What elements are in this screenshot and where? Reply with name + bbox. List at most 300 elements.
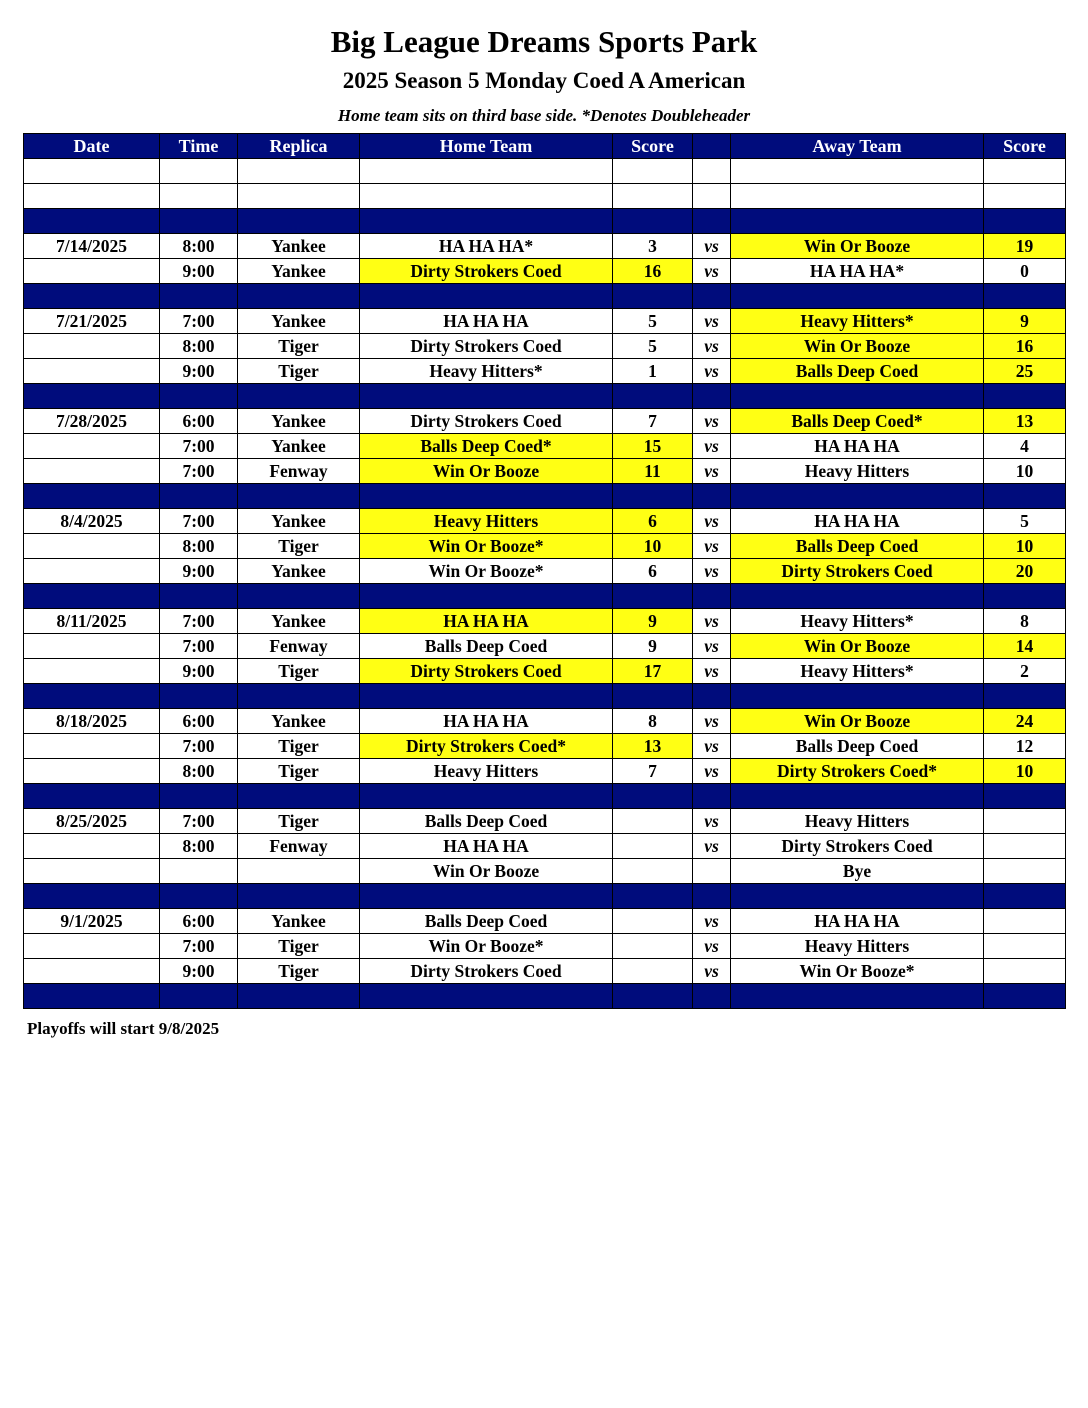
time-cell: 6:00 xyxy=(160,709,238,734)
time-cell xyxy=(160,209,238,234)
away-score-cell: 13 xyxy=(984,409,1066,434)
away-team-cell xyxy=(731,584,984,609)
home-team-cell xyxy=(360,159,613,184)
table-row xyxy=(24,934,1066,959)
home-team-cell: Dirty Strokers Coed xyxy=(360,659,613,684)
home-score-cell: 17 xyxy=(613,659,693,684)
away-team-cell: Dirty Strokers Coed* xyxy=(731,759,984,784)
replica-cell xyxy=(238,984,360,1009)
replica-cell xyxy=(238,384,360,409)
date-cell: 7/14/2025 xyxy=(24,234,160,259)
col-header-replica: Replica xyxy=(238,134,360,159)
time-cell: 9:00 xyxy=(160,259,238,284)
vs-cell: vs xyxy=(693,334,731,359)
replica-cell: Yankee xyxy=(238,709,360,734)
away-team-cell: HA HA HA* xyxy=(731,259,984,284)
away-score-cell: 10 xyxy=(984,759,1066,784)
vs-cell: vs xyxy=(693,559,731,584)
schedule-table xyxy=(23,133,1066,1009)
away-team-cell xyxy=(731,159,984,184)
away-team-cell xyxy=(731,284,984,309)
away-team-cell: Win Or Booze xyxy=(731,234,984,259)
col-header-vs xyxy=(693,134,731,159)
away-team-cell: Win Or Booze xyxy=(731,334,984,359)
home-team-cell: Win Or Booze* xyxy=(360,934,613,959)
replica-cell xyxy=(238,859,360,884)
table-row xyxy=(24,609,1066,634)
home-team-cell: Win Or Booze xyxy=(360,459,613,484)
away-team-cell xyxy=(731,784,984,809)
time-cell: 9:00 xyxy=(160,359,238,384)
date-cell xyxy=(24,934,160,959)
away-score-cell: 4 xyxy=(984,434,1066,459)
replica-cell xyxy=(238,584,360,609)
vs-cell: vs xyxy=(693,609,731,634)
time-cell xyxy=(160,584,238,609)
table-row xyxy=(24,734,1066,759)
time-cell: 8:00 xyxy=(160,534,238,559)
table-row xyxy=(24,559,1066,584)
home-score-cell: 11 xyxy=(613,459,693,484)
replica-cell: Fenway xyxy=(238,834,360,859)
date-cell: 8/4/2025 xyxy=(24,509,160,534)
away-team-cell: Win Or Booze* xyxy=(731,959,984,984)
away-team-cell: Heavy Hitters* xyxy=(731,659,984,684)
date-cell xyxy=(24,734,160,759)
date-cell xyxy=(24,434,160,459)
replica-cell: Yankee xyxy=(238,559,360,584)
week-separator-row xyxy=(24,209,1066,234)
home-score-cell: 6 xyxy=(613,509,693,534)
replica-cell: Fenway xyxy=(238,459,360,484)
time-cell xyxy=(160,284,238,309)
replica-cell: Yankee xyxy=(238,609,360,634)
date-cell xyxy=(24,834,160,859)
away-team-cell: Dirty Strokers Coed xyxy=(731,559,984,584)
time-cell: 8:00 xyxy=(160,834,238,859)
home-score-cell xyxy=(613,959,693,984)
away-team-cell: Dirty Strokers Coed xyxy=(731,834,984,859)
table-row xyxy=(24,909,1066,934)
away-score-cell xyxy=(984,784,1066,809)
replica-cell xyxy=(238,784,360,809)
home-team-cell xyxy=(360,784,613,809)
replica-cell: Tiger xyxy=(238,734,360,759)
time-cell xyxy=(160,984,238,1009)
vs-cell xyxy=(693,159,731,184)
home-score-cell: 9 xyxy=(613,609,693,634)
away-score-cell xyxy=(984,184,1066,209)
vs-cell xyxy=(693,384,731,409)
home-score-cell xyxy=(613,984,693,1009)
vs-cell: vs xyxy=(693,409,731,434)
home-team-cell xyxy=(360,484,613,509)
vs-cell: vs xyxy=(693,309,731,334)
away-score-cell xyxy=(984,859,1066,884)
col-header-away-team: Away Team xyxy=(731,134,984,159)
home-score-cell: 1 xyxy=(613,359,693,384)
table-row xyxy=(24,634,1066,659)
home-score-cell: 13 xyxy=(613,734,693,759)
col-header-time: Time xyxy=(160,134,238,159)
date-cell xyxy=(24,334,160,359)
table-row xyxy=(24,534,1066,559)
playoffs-note: Playoffs will start 9/8/2025 xyxy=(27,1019,220,1038)
away-team-cell: Heavy Hitters xyxy=(731,809,984,834)
home-score-cell xyxy=(613,784,693,809)
time-cell: 8:00 xyxy=(160,234,238,259)
home-score-cell xyxy=(613,484,693,509)
replica-cell: Yankee xyxy=(238,909,360,934)
replica-cell: Tiger xyxy=(238,659,360,684)
replica-cell: Yankee xyxy=(238,434,360,459)
vs-cell: vs xyxy=(693,909,731,934)
away-score-cell xyxy=(984,584,1066,609)
date-cell xyxy=(24,784,160,809)
replica-cell xyxy=(238,684,360,709)
home-team-cell: Dirty Strokers Coed xyxy=(360,409,613,434)
vs-cell xyxy=(693,784,731,809)
week-separator-row xyxy=(24,584,1066,609)
date-cell xyxy=(24,384,160,409)
home-team-cell: Win Or Booze* xyxy=(360,559,613,584)
time-cell: 7:00 xyxy=(160,634,238,659)
time-cell: 7:00 xyxy=(160,734,238,759)
table-row xyxy=(24,509,1066,534)
vs-cell xyxy=(693,484,731,509)
schedule-body xyxy=(24,159,1066,1009)
home-score-cell xyxy=(613,884,693,909)
home-score-cell xyxy=(613,909,693,934)
vs-cell: vs xyxy=(693,759,731,784)
away-team-cell xyxy=(731,184,984,209)
time-cell: 8:00 xyxy=(160,334,238,359)
vs-cell xyxy=(693,884,731,909)
vs-cell: vs xyxy=(693,934,731,959)
week-separator-row xyxy=(24,884,1066,909)
vs-cell: vs xyxy=(693,959,731,984)
replica-cell: Yankee xyxy=(238,234,360,259)
date-cell xyxy=(24,459,160,484)
replica-cell: Tiger xyxy=(238,359,360,384)
home-score-cell: 5 xyxy=(613,334,693,359)
vs-cell xyxy=(693,584,731,609)
away-score-cell xyxy=(984,809,1066,834)
home-team-cell: Balls Deep Coed xyxy=(360,809,613,834)
week-separator-row xyxy=(24,484,1066,509)
away-team-cell: Heavy Hitters* xyxy=(731,309,984,334)
vs-cell xyxy=(693,284,731,309)
away-team-cell: Win Or Booze xyxy=(731,709,984,734)
table-row xyxy=(24,959,1066,984)
table-row xyxy=(24,709,1066,734)
home-team-cell xyxy=(360,584,613,609)
away-score-cell: 12 xyxy=(984,734,1066,759)
replica-cell: Tiger xyxy=(238,809,360,834)
away-team-cell: Win Or Booze xyxy=(731,634,984,659)
week-separator-row xyxy=(24,984,1066,1009)
home-team-cell xyxy=(360,884,613,909)
time-cell: 6:00 xyxy=(160,909,238,934)
away-score-cell xyxy=(984,159,1066,184)
home-team-cell: Win Or Booze* xyxy=(360,534,613,559)
vs-cell: vs xyxy=(693,259,731,284)
table-row xyxy=(24,359,1066,384)
away-score-cell xyxy=(984,384,1066,409)
table-row xyxy=(24,309,1066,334)
home-score-cell xyxy=(613,859,693,884)
date-cell xyxy=(24,209,160,234)
col-header-home-score: Score xyxy=(613,134,693,159)
home-score-cell: 7 xyxy=(613,409,693,434)
time-cell: 8:00 xyxy=(160,759,238,784)
home-team-cell: HA HA HA xyxy=(360,834,613,859)
time-cell: 7:00 xyxy=(160,309,238,334)
time-cell xyxy=(160,859,238,884)
replica-cell: Tiger xyxy=(238,934,360,959)
week-separator-row xyxy=(24,684,1066,709)
table-row xyxy=(24,834,1066,859)
away-score-cell xyxy=(984,984,1066,1009)
time-cell: 7:00 xyxy=(160,459,238,484)
home-team-cell: Dirty Strokers Coed* xyxy=(360,734,613,759)
date-cell xyxy=(24,559,160,584)
home-team-cell: Heavy Hitters xyxy=(360,509,613,534)
away-score-cell xyxy=(984,484,1066,509)
away-score-cell: 9 xyxy=(984,309,1066,334)
date-cell xyxy=(24,284,160,309)
week-separator-row xyxy=(24,284,1066,309)
home-team-cell: Win Or Booze xyxy=(360,859,613,884)
home-score-cell xyxy=(613,834,693,859)
away-score-cell: 10 xyxy=(984,459,1066,484)
date-cell: 7/21/2025 xyxy=(24,309,160,334)
away-team-cell: Balls Deep Coed xyxy=(731,734,984,759)
vs-cell xyxy=(693,984,731,1009)
vs-cell: vs xyxy=(693,709,731,734)
week-separator-row xyxy=(24,384,1066,409)
table-row xyxy=(24,409,1066,434)
home-team-cell: Dirty Strokers Coed xyxy=(360,259,613,284)
away-score-cell: 25 xyxy=(984,359,1066,384)
away-team-cell: HA HA HA xyxy=(731,909,984,934)
date-cell xyxy=(24,584,160,609)
vs-cell: vs xyxy=(693,809,731,834)
replica-cell xyxy=(238,484,360,509)
home-score-cell: 15 xyxy=(613,434,693,459)
home-score-cell xyxy=(613,284,693,309)
away-score-cell: 20 xyxy=(984,559,1066,584)
date-cell xyxy=(24,884,160,909)
home-score-cell: 7 xyxy=(613,759,693,784)
away-team-cell xyxy=(731,384,984,409)
home-score-cell: 9 xyxy=(613,634,693,659)
home-team-cell: HA HA HA* xyxy=(360,234,613,259)
home-score-cell xyxy=(613,209,693,234)
vs-cell: vs xyxy=(693,634,731,659)
replica-cell xyxy=(238,284,360,309)
away-score-cell xyxy=(984,834,1066,859)
vs-cell xyxy=(693,684,731,709)
home-team-cell xyxy=(360,684,613,709)
time-cell: 9:00 xyxy=(160,559,238,584)
time-cell xyxy=(160,684,238,709)
replica-cell: Tiger xyxy=(238,334,360,359)
replica-cell: Tiger xyxy=(238,759,360,784)
home-team-cell: Heavy Hitters xyxy=(360,759,613,784)
away-team-cell: Heavy Hitters xyxy=(731,459,984,484)
date-cell xyxy=(24,959,160,984)
away-score-cell: 24 xyxy=(984,709,1066,734)
home-team-cell: HA HA HA xyxy=(360,309,613,334)
page-subtitle: 2025 Season 5 Monday Coed A American xyxy=(342,68,746,93)
away-score-cell xyxy=(984,959,1066,984)
time-cell xyxy=(160,159,238,184)
home-team-cell: Dirty Strokers Coed xyxy=(360,334,613,359)
vs-cell: vs xyxy=(693,734,731,759)
home-score-cell xyxy=(613,384,693,409)
date-cell xyxy=(24,759,160,784)
home-team-cell: Balls Deep Coed xyxy=(360,909,613,934)
home-team-cell: HA HA HA xyxy=(360,609,613,634)
date-cell xyxy=(24,984,160,1009)
vs-cell: vs xyxy=(693,659,731,684)
away-team-cell xyxy=(731,884,984,909)
away-team-cell: Balls Deep Coed* xyxy=(731,409,984,434)
vs-cell: vs xyxy=(693,234,731,259)
date-cell xyxy=(24,684,160,709)
vs-cell: vs xyxy=(693,459,731,484)
table-row xyxy=(24,859,1066,884)
time-cell: 7:00 xyxy=(160,509,238,534)
away-team-cell: Balls Deep Coed xyxy=(731,359,984,384)
away-score-cell xyxy=(984,684,1066,709)
away-score-cell: 10 xyxy=(984,534,1066,559)
away-score-cell: 0 xyxy=(984,259,1066,284)
vs-cell xyxy=(693,859,731,884)
vs-cell: vs xyxy=(693,534,731,559)
time-cell xyxy=(160,384,238,409)
date-cell xyxy=(24,634,160,659)
replica-cell: Yankee xyxy=(238,409,360,434)
date-cell: 8/11/2025 xyxy=(24,609,160,634)
date-cell xyxy=(24,184,160,209)
away-score-cell: 8 xyxy=(984,609,1066,634)
home-score-cell: 3 xyxy=(613,234,693,259)
home-score-cell xyxy=(613,934,693,959)
date-cell xyxy=(24,359,160,384)
home-score-cell xyxy=(613,584,693,609)
away-team-cell: Bye xyxy=(731,859,984,884)
date-cell: 9/1/2025 xyxy=(24,909,160,934)
empty-row xyxy=(24,184,1066,209)
week-separator-row xyxy=(24,784,1066,809)
away-score-cell: 16 xyxy=(984,334,1066,359)
vs-cell: vs xyxy=(693,509,731,534)
vs-cell: vs xyxy=(693,834,731,859)
away-score-cell xyxy=(984,934,1066,959)
home-team-cell xyxy=(360,384,613,409)
away-team-cell: HA HA HA xyxy=(731,509,984,534)
table-row xyxy=(24,334,1066,359)
vs-cell xyxy=(693,184,731,209)
home-team-cell: Balls Deep Coed xyxy=(360,634,613,659)
replica-cell: Yankee xyxy=(238,259,360,284)
away-score-cell: 5 xyxy=(984,509,1066,534)
date-cell: 7/28/2025 xyxy=(24,409,160,434)
time-cell: 9:00 xyxy=(160,659,238,684)
replica-cell: Fenway xyxy=(238,634,360,659)
away-score-cell: 19 xyxy=(984,234,1066,259)
away-team-cell: Heavy Hitters xyxy=(731,934,984,959)
vs-cell: vs xyxy=(693,434,731,459)
replica-cell: Tiger xyxy=(238,959,360,984)
date-cell xyxy=(24,484,160,509)
page-title: Big League Dreams Sports Park xyxy=(330,24,758,59)
home-score-cell: 10 xyxy=(613,534,693,559)
time-cell: 6:00 xyxy=(160,409,238,434)
away-score-cell xyxy=(984,909,1066,934)
away-team-cell xyxy=(731,484,984,509)
table-row xyxy=(24,234,1066,259)
col-header-home-team: Home Team xyxy=(360,134,613,159)
vs-cell xyxy=(693,209,731,234)
time-cell: 7:00 xyxy=(160,809,238,834)
away-score-cell xyxy=(984,884,1066,909)
time-cell: 7:00 xyxy=(160,434,238,459)
time-cell: 7:00 xyxy=(160,609,238,634)
date-cell xyxy=(24,534,160,559)
home-score-cell: 6 xyxy=(613,559,693,584)
away-score-cell: 14 xyxy=(984,634,1066,659)
date-cell: 8/18/2025 xyxy=(24,709,160,734)
table-row xyxy=(24,759,1066,784)
empty-row xyxy=(24,159,1066,184)
away-score-cell xyxy=(984,284,1066,309)
home-score-cell: 16 xyxy=(613,259,693,284)
away-team-cell xyxy=(731,684,984,709)
col-header-away-score: Score xyxy=(984,134,1066,159)
replica-cell: Yankee xyxy=(238,509,360,534)
table-row xyxy=(24,434,1066,459)
home-score-cell: 8 xyxy=(613,709,693,734)
table-row xyxy=(24,809,1066,834)
home-team-cell: Dirty Strokers Coed xyxy=(360,959,613,984)
away-score-cell xyxy=(984,209,1066,234)
home-score-cell xyxy=(613,684,693,709)
table-row xyxy=(24,659,1066,684)
time-cell: 9:00 xyxy=(160,959,238,984)
home-score-cell: 5 xyxy=(613,309,693,334)
date-cell xyxy=(24,159,160,184)
replica-cell xyxy=(238,209,360,234)
time-cell xyxy=(160,484,238,509)
replica-cell: Yankee xyxy=(238,309,360,334)
home-score-cell xyxy=(613,809,693,834)
replica-cell xyxy=(238,159,360,184)
page-note: Home team sits on third base side. *Denotes Doubleheader xyxy=(337,106,751,125)
time-cell xyxy=(160,884,238,909)
home-team-cell xyxy=(360,984,613,1009)
home-team-cell xyxy=(360,209,613,234)
away-team-cell: HA HA HA xyxy=(731,434,984,459)
replica-cell: Tiger xyxy=(238,534,360,559)
time-cell xyxy=(160,184,238,209)
table-row xyxy=(24,259,1066,284)
date-cell: 8/25/2025 xyxy=(24,809,160,834)
home-score-cell xyxy=(613,159,693,184)
away-team-cell: Balls Deep Coed xyxy=(731,534,984,559)
